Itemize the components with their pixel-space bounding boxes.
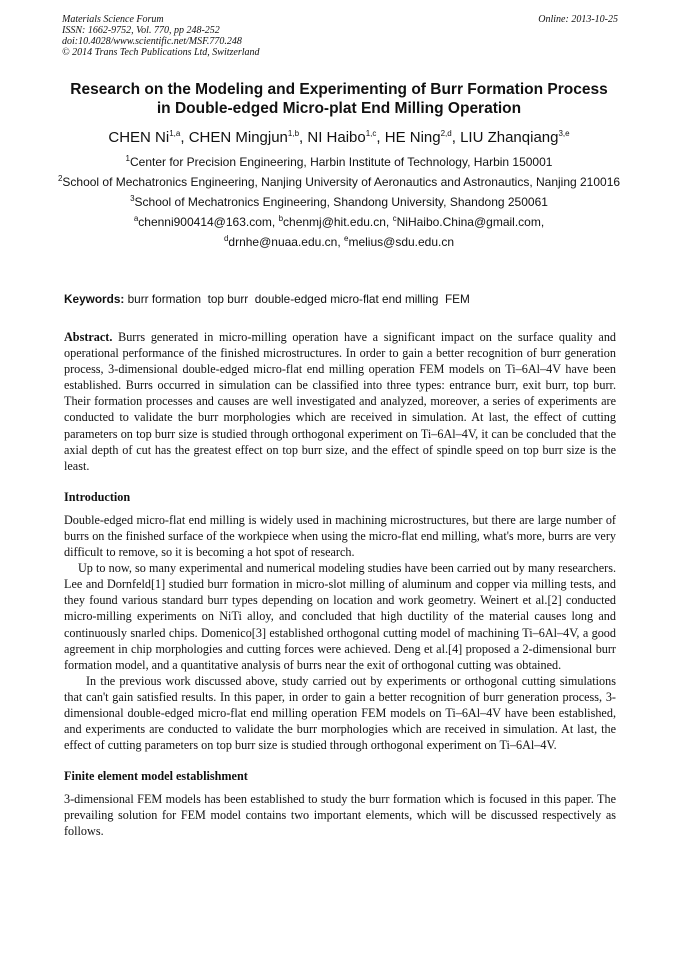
intro-paragraph-1: Double-edged micro-flat end milling is widely used in machining microstructures, but there are large number of burrs on the finished surface of the workpiece when using the micro-flat end milling, what's more, burrs are very difficult to remove, so it is becoming a hot spot of research. xyxy=(64,512,616,560)
email-d[interactable]: drnhe@nuaa.edu.cn, xyxy=(228,234,341,249)
intro-paragraph-3: In the previous work discussed above, study carried out by experiments or orthogonal cutting simulations that can't gain satisfied results. In this paper, in order to gain a better recognition of burr generation process, 3-dimensional double-edged micro-flat end milling operation FEM models on Ti–6Al–4V have been established, and experiments are conducted to validate the burr morphologies which are received in simulation. At last, the effect of cutting parameters on top burr size is studied through orthogonal experiment on Ti–6Al–4V. xyxy=(64,673,616,753)
author: LIU Zhanqiang$^{3,e}$ xyxy=(460,129,570,146)
abstract: Abstract. Burrs generated in micro-milling operation have a significant impact on the surface quality and operational performance of the finished microstructures. In order to gain a better recognition of burr generation process, 3-dimensional double-edged micro-flat end milling operation FEM models on Ti–6Al–4V have been established. Burrs occurred in simulation can be classified into three types: entrance burr, exit burr, top burr. Their formation processes and causes are well investigated and analyzed, moreover, a series of experiments are conducted to validate the burr morphologies which are received in simulation. At last, the effect of cutting parameters on top burr size is studied through orthogonal experiment on Ti–6Al–4V, it can be concluded that the axial depth of cut has the greatest effect on top burr size, and the effect of spindle speed on top burr size is the least. xyxy=(64,330,617,473)
title-line-1: Research on the Modeling and Experimenting of Burr Formation Process xyxy=(70,81,608,98)
email-c[interactable]: NiHaibo.China@gmail.com, xyxy=(396,214,545,229)
email-line-1: $^a$chenni900414@163.com, $^b$chenmj@hit.edu.cn, $^c$NiHaibo.China@gmail.com, xyxy=(133,213,545,229)
copyright-line: © 2014 Trans Tech Publications Ltd, Switzerland xyxy=(62,47,260,58)
email-e[interactable]: melius@sdu.edu.cn xyxy=(348,234,455,249)
paper-title xyxy=(40,80,638,118)
author-list: CHEN Ni$^{1,a}$, CHEN Mingjun$^{1,b}$, NI Haibo$^{1,c}$, HE Ning$^{2,d}$, LIU Zhanqiang$^{3,e}$ xyxy=(108,129,570,146)
title-line-2: in Double-edged Micro-plat End Milling Operation xyxy=(156,100,522,117)
running-header xyxy=(62,14,618,58)
affiliation-3: $^3$School of Mechatronics Engineering, Shandong University, Shandong 250061 xyxy=(130,193,548,209)
journal-name: Materials Science Forum xyxy=(62,14,164,25)
email-a[interactable]: chenni900414@163.com, xyxy=(138,214,276,229)
online-date: Online: 2013-10-25 xyxy=(538,14,618,25)
intro-paragraph-2: Up to now, so many experimental and numerical modeling studies have been carried out by many researchers. Lee and Dornfeld[1] studied burr formation in micro-slot milling of aluminum and copper via milling tests, and they found various standard burr types depending on location and work geometry. Weinert et al.[2] conducted micro-milling experiments on NiTi alloy, and concluded that high ductility of the material causes long and continuously snarled chips. Domenico[3] established orthogonal cutting model of machining Ti–6Al–4V, a good agreement in chip morphologies and cutting forces were achieved. Deng et al.[4] proposed a 2-dimensional burr formation model, and a quantitative analysis of burrs near the exit of orthogonal cutting was obtained. xyxy=(64,561,616,672)
abstract-label: Abstract. xyxy=(64,330,113,344)
issn-line: ISSN: 1662-9752, Vol. 770, pp 248-252 xyxy=(62,25,220,36)
author: NI Haibo$^{1,c}$ xyxy=(307,129,377,146)
keywords-text: burr formation top burr double-edged micro-flat end milling FEM xyxy=(127,292,470,306)
affiliations xyxy=(56,155,622,255)
affiliation-1: $^1$Center for Precision Engineering, Harbin Institute of Technology, Harbin 150001 xyxy=(125,154,553,169)
keywords-label: Keywords: xyxy=(64,292,125,306)
author: HE Ning$^{2,d}$ xyxy=(384,129,452,146)
email-b[interactable]: chenmj@hit.edu.cn, xyxy=(283,214,390,229)
author: CHEN Ni$^{1,a}$ xyxy=(108,129,181,146)
author: CHEN Mingjun$^{1,b}$ xyxy=(188,129,300,146)
introduction-heading: Introduction xyxy=(64,489,131,504)
keywords xyxy=(64,292,624,306)
affiliation-2: $^2$School of Mechatronics Engineering, Nanjing University of Aeronautics and Astronautics, Nanjing 210016 xyxy=(57,173,621,189)
email-line-2: $^d$drnhe@nuaa.edu.cn, $^e$melius@sdu.edu.cn xyxy=(223,233,455,249)
fem-heading: Finite element model establishment xyxy=(64,769,248,784)
fem-paragraph-1: 3-dimensional FEM models has been established to study the burr formation which is focused in this paper. The prevailing solution for FEM model contains two important elements, which will be discussed respectively as follows. xyxy=(64,792,616,839)
doi-line[interactable]: doi:10.4028/www.scientific.net/MSF.770.248 xyxy=(62,36,242,47)
body-text xyxy=(64,329,616,840)
